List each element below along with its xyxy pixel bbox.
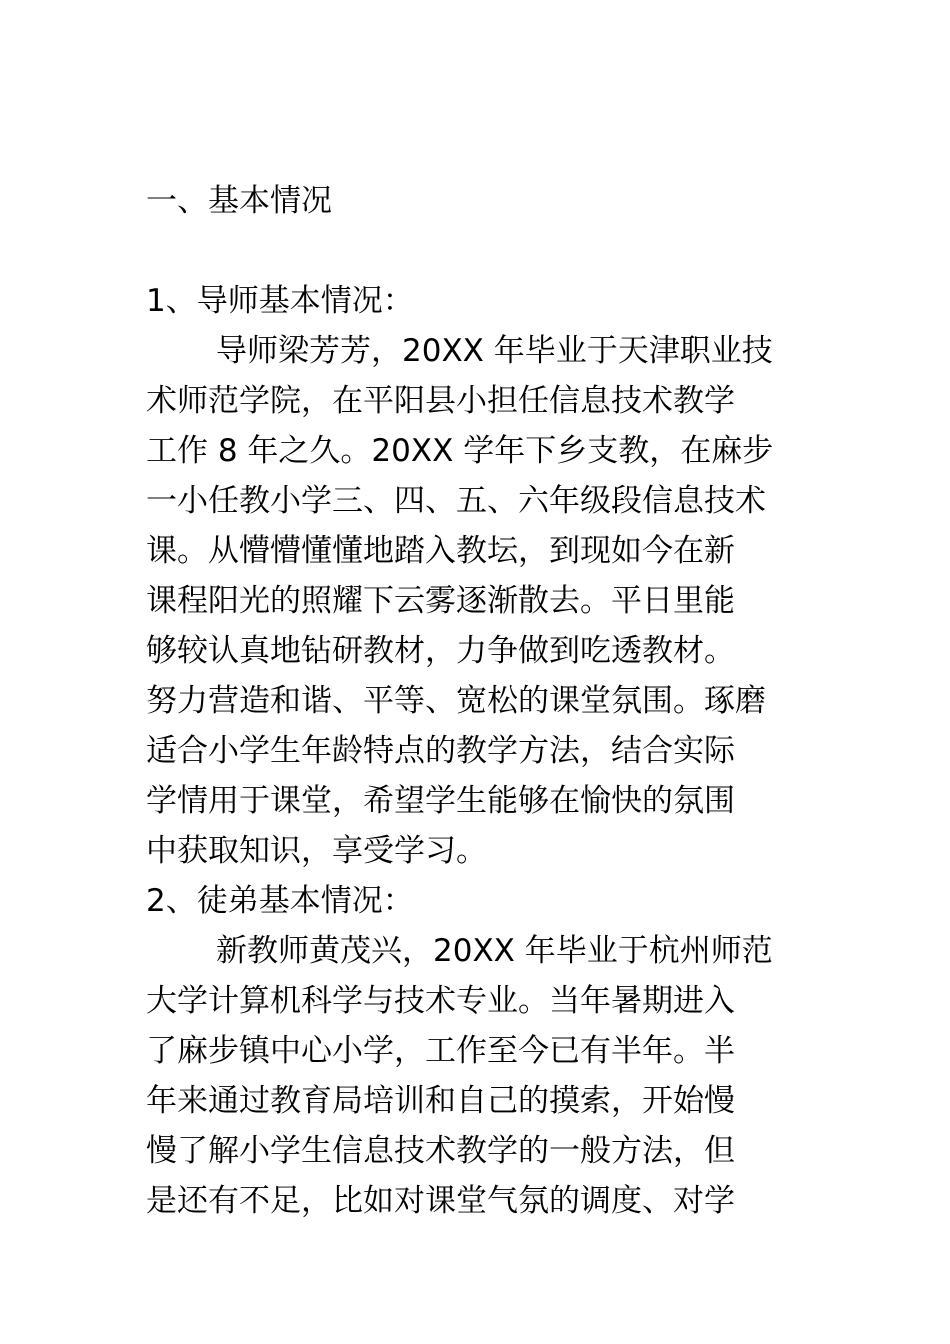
section2-title: 2、徒弟基本情况： — [146, 883, 414, 919]
section1-title: 1、导师基本情况： — [146, 283, 414, 319]
paragraph-line: 了麻步镇中心小学，工作至今已有半年。半 — [146, 1033, 735, 1069]
paragraph-line: 课。从懵懵懂懂地踏入教坛，到现如今在新 — [146, 533, 735, 569]
paragraph-line: 努力营造和谐、平等、宽松的课堂氛围。琢磨 — [146, 683, 766, 719]
paragraph-line: 够较认真地钻研教材，力争做到吃透教材。 — [146, 633, 735, 669]
paragraph-line: 一小任教小学三、四、五、六年级段信息技术 — [146, 483, 766, 519]
blank-line — [146, 226, 808, 276]
document-page — [146, 176, 808, 1226]
paragraph-line: 学情用于课堂，希望学生能够在愉快的氛围 — [146, 783, 735, 819]
paragraph-line: 导师梁芳芳，20XX 年毕业于天津职业技 — [216, 333, 773, 369]
paragraph-line: 是还有不足，比如对课堂气氛的调度、对学 — [146, 1183, 735, 1219]
paragraph-line: 课程阳光的照耀下云雾逐渐散去。平日里能 — [146, 583, 735, 619]
paragraph-line: 工作 8 年之久。20XX 学年下乡支教，在麻步 — [146, 433, 774, 469]
section-heading: 一、基本情况 — [146, 183, 332, 219]
paragraph-line: 慢了解小学生信息技术教学的一般方法，但 — [146, 1133, 735, 1169]
paragraph-line: 新教师黄茂兴，20XX 年毕业于杭州师范 — [216, 933, 773, 969]
paragraph-line: 年来通过教育局培训和自己的摸索，开始慢 — [146, 1083, 735, 1119]
paragraph-line: 适合小学生年龄特点的教学方法，结合实际 — [146, 733, 735, 769]
paragraph-line: 大学计算机科学与技术专业。当年暑期进入 — [146, 983, 735, 1019]
paragraph-line: 术师范学院，在平阳县小担任信息技术教学 — [146, 383, 735, 419]
paragraph-line: 中获取知识，享受学习。 — [146, 833, 487, 869]
